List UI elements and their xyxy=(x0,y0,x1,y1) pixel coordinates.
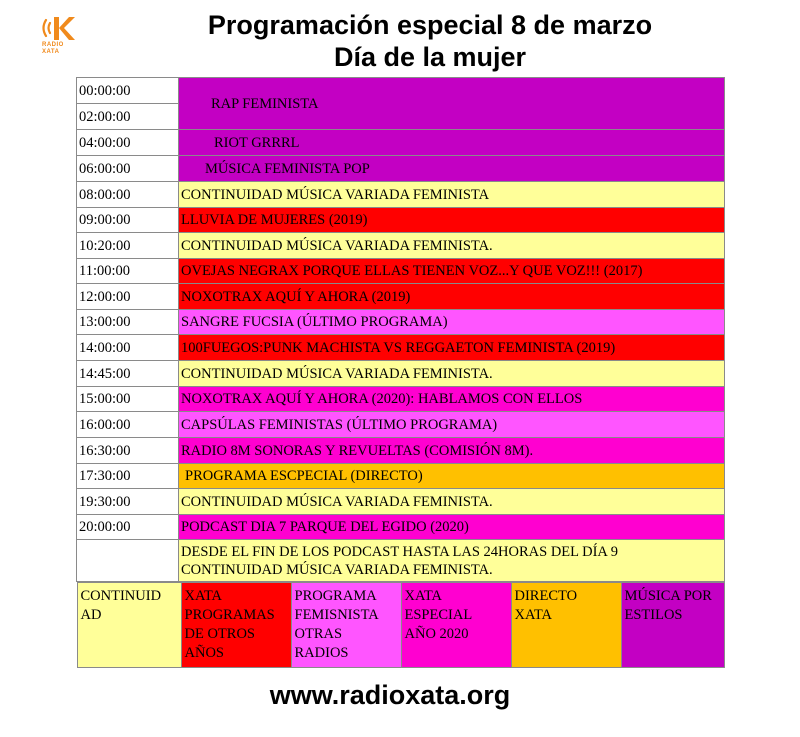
time-cell: 13:00:00 xyxy=(77,310,179,335)
event-cell: RADIO 8M SONORAS Y REVUELTAS (COMISIÓN 8M). xyxy=(179,438,725,464)
event-cell: RIOT GRRRL xyxy=(179,130,725,156)
event-cell: CONTINUIDAD MÚSICA VARIADA FEMINISTA. xyxy=(179,489,725,515)
event-cell: CONTINUIDAD MÚSICA VARIADA FEMINISTA. xyxy=(179,233,725,259)
legend-directo xyxy=(511,583,621,668)
legend-text: DE OTROS xyxy=(184,626,255,642)
time-cell: 06:00:00 xyxy=(77,156,179,182)
time-cell: 12:00:00 xyxy=(77,284,179,310)
schedule-row xyxy=(77,387,725,412)
schedule-row xyxy=(77,310,725,335)
legend-text: PROGRAMAS xyxy=(184,607,275,623)
legend-text: PROGRAMA xyxy=(294,588,377,604)
event-cell: NOXOTRAX AQUÍ Y AHORA (2019) xyxy=(179,284,725,310)
time-cell: 10:20:00 xyxy=(77,233,179,259)
legend-text: OTRAS xyxy=(294,626,343,642)
legend-text: XATA xyxy=(184,588,223,604)
time-cell: 02:00:00 xyxy=(77,104,179,130)
time-cell: 00:00:00 xyxy=(77,78,179,104)
time-cell: 11:00:00 xyxy=(77,259,179,284)
legend-text: RADIOS xyxy=(294,645,349,661)
website-url: www.radioxata.org xyxy=(269,680,511,710)
legend-text: XATA xyxy=(404,588,443,604)
schedule-row xyxy=(77,464,725,489)
event-cell: OVEJAS NEGRAX PORQUE ELLAS TIENEN VOZ...Y QUE VOZ!!! (2017) xyxy=(179,259,725,284)
page-title: Programación especial 8 de marzo xyxy=(207,10,653,40)
time-cell: 04:00:00 xyxy=(77,130,179,156)
time-cell: 19:30:00 xyxy=(77,489,179,515)
event-cell: SANGRE FUCSIA (ÚLTIMO PROGRAMA) xyxy=(179,310,725,335)
event-line: DESDE EL FIN DE LOS PODCAST HASTA LAS 24HORAS DEL DÍA 9 xyxy=(181,543,618,560)
legend-text: DIRECTO xyxy=(514,588,578,604)
time-cell: 08:00:00 xyxy=(77,182,179,208)
logo-text: RADIO XATA xyxy=(42,42,64,55)
time-cell: 20:00:00 xyxy=(77,515,179,540)
page-subtitle: Día de la mujer xyxy=(333,42,527,72)
schedule-table xyxy=(76,77,725,668)
schedule-row xyxy=(77,335,725,361)
event-cell: NOXOTRAX AQUÍ Y AHORA (2020): HABLAMOS CON ELLOS xyxy=(179,387,725,412)
event-cell: RAP FEMINISTA xyxy=(179,78,725,130)
schedule-row xyxy=(77,361,725,387)
time-cell: 09:00:00 xyxy=(77,208,179,233)
event-cell: PROGRAMA ESCPECIAL (DIRECTO) xyxy=(179,464,725,489)
time-cell: 14:00:00 xyxy=(77,335,179,361)
time-cell: 16:00:00 xyxy=(77,412,179,438)
event-line: CONTINUIDAD MÚSICA VARIADA FEMINISTA. xyxy=(181,561,493,578)
schedule-row xyxy=(77,489,725,515)
legend-text: CONTINUID xyxy=(80,588,162,604)
event-cell: 100FUEGOS:PUNK MACHISTA VS REGGAETON FEMINISTA (2019) xyxy=(179,335,725,361)
schedule-row xyxy=(77,515,725,540)
legend-text: XATA xyxy=(514,607,553,623)
schedule-row xyxy=(77,156,725,182)
legend-especial-2020 xyxy=(401,583,511,668)
schedule-row xyxy=(77,182,725,208)
event-cell: MÚSICA FEMINISTA POP xyxy=(179,156,725,182)
legend-text: ESTILOS xyxy=(624,607,683,623)
legend-continuidad xyxy=(77,583,181,668)
legend-text: ESPECIAL xyxy=(404,607,473,623)
schedule-row xyxy=(77,208,725,233)
schedule-row xyxy=(77,540,725,582)
event-cell: PODCAST DIA 7 PARQUE DEL EGIDO (2020) xyxy=(179,515,725,540)
schedule-row xyxy=(77,78,725,104)
schedule-row xyxy=(77,412,725,438)
legend-row xyxy=(77,582,725,669)
time-cell: 14:45:00 xyxy=(77,361,179,387)
schedule-row xyxy=(77,284,725,310)
time-cell xyxy=(77,540,179,582)
legend-musica-estilos xyxy=(621,583,724,668)
event-cell: CONTINUIDAD MÚSICA VARIADA FEMINISTA. xyxy=(179,361,725,387)
schedule-row xyxy=(77,130,725,156)
legend-text: FEMISNISTA xyxy=(294,607,379,623)
legend-otras-radios xyxy=(291,583,401,668)
event-cell xyxy=(179,540,725,582)
schedule-row xyxy=(77,259,725,284)
time-cell: 15:00:00 xyxy=(77,387,179,412)
legend-text: MÚSICA POR xyxy=(624,588,712,604)
schedule-row xyxy=(77,233,725,259)
schedule-row xyxy=(77,438,725,464)
legend-text: AD xyxy=(80,607,102,623)
legend-container xyxy=(77,582,725,669)
legend-otros-anos xyxy=(181,583,291,668)
event-cell: CAPSÚLAS FEMINISTAS (ÚLTIMO PROGRAMA) xyxy=(179,412,725,438)
time-cell: 16:30:00 xyxy=(77,438,179,464)
legend-text: AÑOS xyxy=(184,645,224,661)
legend-text: AÑO 2020 xyxy=(404,626,469,642)
legend-table xyxy=(77,582,725,668)
time-cell: 17:30:00 xyxy=(77,464,179,489)
event-cell: LLUVIA DE MUJERES (2019) xyxy=(179,208,725,233)
event-cell: CONTINUIDAD MÚSICA VARIADA FEMINISTA xyxy=(179,182,725,208)
